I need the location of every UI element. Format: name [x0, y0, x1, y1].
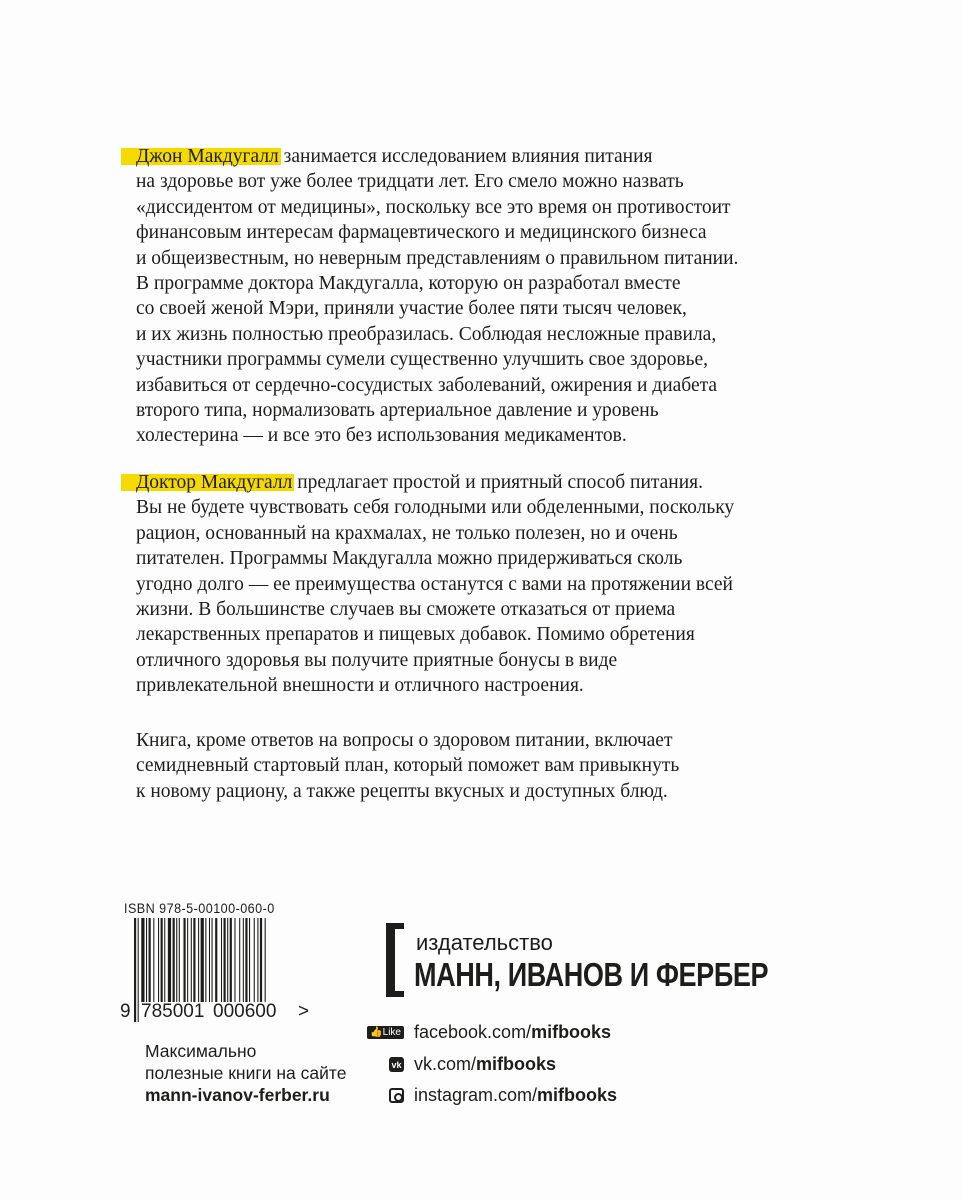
- text-line: В программе доктора Макдугалла, которую он разработал вместе: [136, 272, 681, 294]
- barcode-digits-right: 000600: [213, 1001, 277, 1022]
- text-line: привлекательной внешности и отличного настроения.: [136, 675, 584, 697]
- barcode-arrow: >: [298, 1001, 310, 1022]
- paragraph-author-intro: [136, 144, 738, 449]
- social-handle: mifbooks: [531, 1022, 612, 1042]
- isbn-label: ISBN 978-5-00100-060-0: [124, 900, 275, 916]
- social-vk[interactable]: [358, 1054, 556, 1075]
- publisher-label: издательство: [416, 930, 553, 955]
- instagram-icon: [389, 1088, 404, 1103]
- promo-line: Максимально: [145, 1041, 257, 1061]
- barcode-bar: [245, 918, 247, 1002]
- barcode-bar: [212, 918, 213, 1002]
- vk-icon: vk: [389, 1057, 404, 1072]
- social-handle: mifbooks: [537, 1085, 618, 1105]
- text-line: питателен. Программы Макдугалла можно придерживаться сколь: [136, 548, 683, 570]
- barcode-bar: [146, 918, 147, 1002]
- barcode-bar: [153, 918, 154, 1002]
- barcode-bar: [198, 918, 199, 1002]
- website-promo: [145, 1040, 346, 1106]
- barcode-bar: [260, 918, 262, 1002]
- text-line: занимается исследованием влияния питания: [278, 146, 653, 167]
- facebook-like-icon: 👍Like: [367, 1026, 404, 1039]
- text-line: отличного здоровья вы получите приятные бонусы в виде: [136, 649, 618, 671]
- social-prefix: vk.com/: [414, 1054, 477, 1074]
- barcode-bar: [215, 918, 217, 1002]
- barcode-bar: [161, 918, 163, 1002]
- barcode-bar: [134, 918, 136, 1022]
- barcode-bar: [243, 918, 244, 1002]
- text-line: холестерина — и все это без использования медикаментов.: [136, 425, 627, 447]
- highlighted-author-name: Джон Макдугалл: [136, 146, 279, 167]
- barcode-bar: [193, 918, 195, 1002]
- barcode-bar: [164, 918, 165, 1002]
- barcode-bar: [209, 918, 210, 1002]
- barcode-bar: [187, 918, 188, 1002]
- barcode-bar: [257, 918, 258, 1002]
- publisher-bracket-logo: [386, 923, 404, 997]
- text-line: рацион, основанный на крахмалах, не только полезен, но и очень: [136, 522, 678, 544]
- paragraph-program: [136, 470, 734, 699]
- highlighted-doctor-name: Доктор Макдугалл: [136, 472, 293, 493]
- text-line: со своей женой Мэри, приняли участие более пяти тысяч человек,: [136, 298, 687, 320]
- barcode-bar: [179, 918, 180, 1002]
- barcode-bar: [158, 918, 159, 1002]
- text-line: семидневный стартовый план, который поможет вам привыкнуть: [136, 755, 680, 777]
- barcode-bar: [191, 918, 192, 1002]
- social-facebook[interactable]: [358, 1022, 611, 1043]
- barcode-bar: [227, 918, 228, 1002]
- social-prefix: instagram.com/: [414, 1085, 538, 1105]
- barcode-bar: [173, 918, 175, 1002]
- barcode-bar: [249, 918, 250, 1002]
- barcode-bar: [205, 918, 206, 1002]
- barcode-bar: [176, 918, 177, 1002]
- barcode-bar: [230, 918, 232, 1002]
- promo-line: полезные книги на сайте: [145, 1063, 347, 1083]
- text-line: Книга, кроме ответов на вопросы о здоровом питании, включает: [136, 730, 673, 751]
- barcode-bar: [234, 918, 235, 1002]
- text-line: предлагает простой и приятный способ питания.: [292, 472, 704, 493]
- social-prefix: facebook.com/: [414, 1022, 532, 1042]
- text-line: Вы не будете чувствовать себя голодными или обделенными, поскольку: [136, 497, 735, 519]
- barcode-bar: [254, 918, 255, 1002]
- barcode-bar: [224, 918, 226, 1002]
- text-line: финансовым интересам фармацевтического и медицинского бизнеса: [136, 222, 707, 244]
- barcode-digits-left: 785001: [141, 1001, 205, 1022]
- text-line: лекарственных препаратов и пищевых добавок. Помимо обретения: [136, 624, 695, 646]
- barcode-bar: [141, 918, 144, 1002]
- social-handle: mifbooks: [476, 1054, 557, 1074]
- text-line: и общеизвестным, но неверным представлениям о правильном питании.: [136, 247, 739, 269]
- text-line: на здоровье вот уже более тридцати лет. Его смело можно назвать: [136, 171, 684, 193]
- social-instagram[interactable]: [358, 1085, 617, 1106]
- text-line: участники программы сумели существенно улучшить свое здоровье,: [136, 349, 709, 371]
- barcode-bar: [183, 918, 185, 1002]
- barcode-bar: [138, 918, 139, 1022]
- text-line: «диссидентом от медицины», поскольку все это время он противостоит: [136, 196, 731, 218]
- barcode-bar: [239, 918, 240, 1002]
- barcode-bar: [168, 918, 171, 1002]
- barcode-digit-first: 9: [120, 1001, 131, 1022]
- text-line: второго типа, нормализовать артериальное давление и уровень: [136, 399, 659, 421]
- text-line: жизни. В большинстве случаев вы сможете отказаться от приема: [136, 598, 676, 620]
- website-link[interactable]: mann-ivanov-ferber.ru: [145, 1085, 330, 1105]
- barcode-bar: [221, 918, 222, 1002]
- text-line: к новому рациону, а также рецепты вкусных и доступных блюд.: [136, 780, 668, 802]
- barcode-bar: [149, 918, 151, 1002]
- paragraph-book-contents: [136, 728, 679, 804]
- publisher-name: МАНН, ИВАНОВ И ФЕРБЕР: [414, 956, 769, 993]
- text-line: и их жизнь полностью преобразилась. Соблюдая несложные правила,: [136, 323, 717, 345]
- text-line: угодно долго — ее преимущества останутся с вами на протяжении всей: [136, 573, 733, 595]
- text-line: избавиться от сердечно-сосудистых заболеваний, ожирения и диабета: [136, 374, 718, 396]
